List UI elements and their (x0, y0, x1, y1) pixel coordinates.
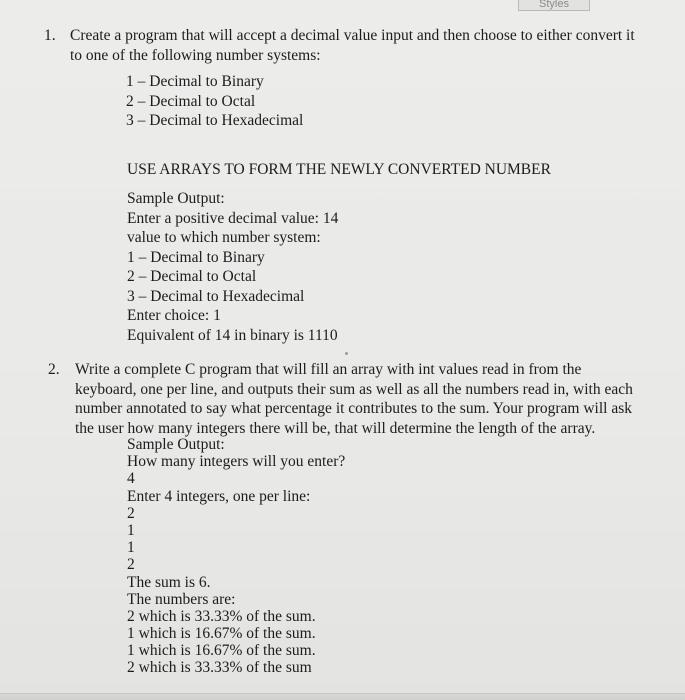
sample-line: 1 which is 16.67% of the sum. (127, 625, 316, 643)
bottom-edge (0, 693, 685, 700)
question-1-options (126, 72, 303, 131)
option-item: 3 – Decimal to Hexadecimal (126, 112, 304, 129)
sample-line: 2 which is 33.33% of the sum. (127, 607, 316, 625)
sample-line: Enter 4 integers, one per line: (127, 487, 311, 505)
sample-line: 1 which is 16.67% of the sum. (127, 642, 316, 660)
option-item: 1 – Decimal to Binary (126, 73, 264, 90)
question-1-instruction (127, 160, 551, 180)
sample-line: 2 – Decimal to Octal (127, 268, 257, 285)
sample-line: value to which number system: (127, 229, 321, 246)
sample-line: How many integers will you enter? (127, 453, 346, 471)
question-2-intro-line: Write a complete C program that will fill an array with int values read in from the (75, 361, 582, 378)
sample-line: Enter choice: 1 (127, 307, 221, 324)
stray-mark (345, 352, 348, 355)
sample-line: 1 – Decimal to Binary (127, 248, 265, 266)
sample-line: Equivalent of 14 in binary is 1110 (127, 326, 338, 344)
sample-line: 1 (127, 539, 135, 557)
sample-line: The numbers are: (127, 590, 236, 608)
instruction-text: USE ARRAYS TO FORM THE NEWLY CONVERTED NUMBER (127, 161, 551, 178)
sample-line: 3 – Decimal to Hexadecimal (127, 287, 305, 305)
styles-tab[interactable]: Styles (518, 0, 590, 11)
sample-line: 2 which is 33.33% of the sum (127, 659, 312, 677)
question-1-intro (70, 26, 635, 65)
sample-line: The sum is 6. (127, 573, 211, 591)
question-2-intro-line: number annotated to say what percentage it contributes to the sum. Your program will ask (75, 400, 633, 417)
question-2-number: 2. (48, 361, 60, 378)
sample-line: Sample Output: (127, 436, 225, 453)
question-2-intro-line: keyboard, one per line, and outputs their sum as well as all the numbers read in, with each (75, 380, 633, 398)
option-item: 2 – Decimal to Octal (126, 92, 256, 110)
question-2-intro-line: the user how many integers there will be, that will determine the length of the array. (75, 419, 596, 437)
question-1-sample-output (127, 189, 338, 345)
sample-line: Sample Output: (127, 190, 225, 207)
question-1-number: 1. (44, 27, 56, 44)
question-1-intro-line: Create a program that will accept a decimal value input and then choose to either convert it (70, 27, 635, 44)
sample-line: 2 (127, 556, 135, 574)
sample-line: 2 (127, 504, 135, 522)
sample-line: Enter a positive decimal value: 14 (127, 209, 339, 227)
question-2-sample-output (127, 436, 345, 677)
question-1-intro-line: to one of the following number systems: (70, 46, 321, 64)
question-2-intro (75, 360, 633, 438)
sample-line: 4 (127, 470, 135, 488)
sample-line: 1 (127, 521, 135, 539)
